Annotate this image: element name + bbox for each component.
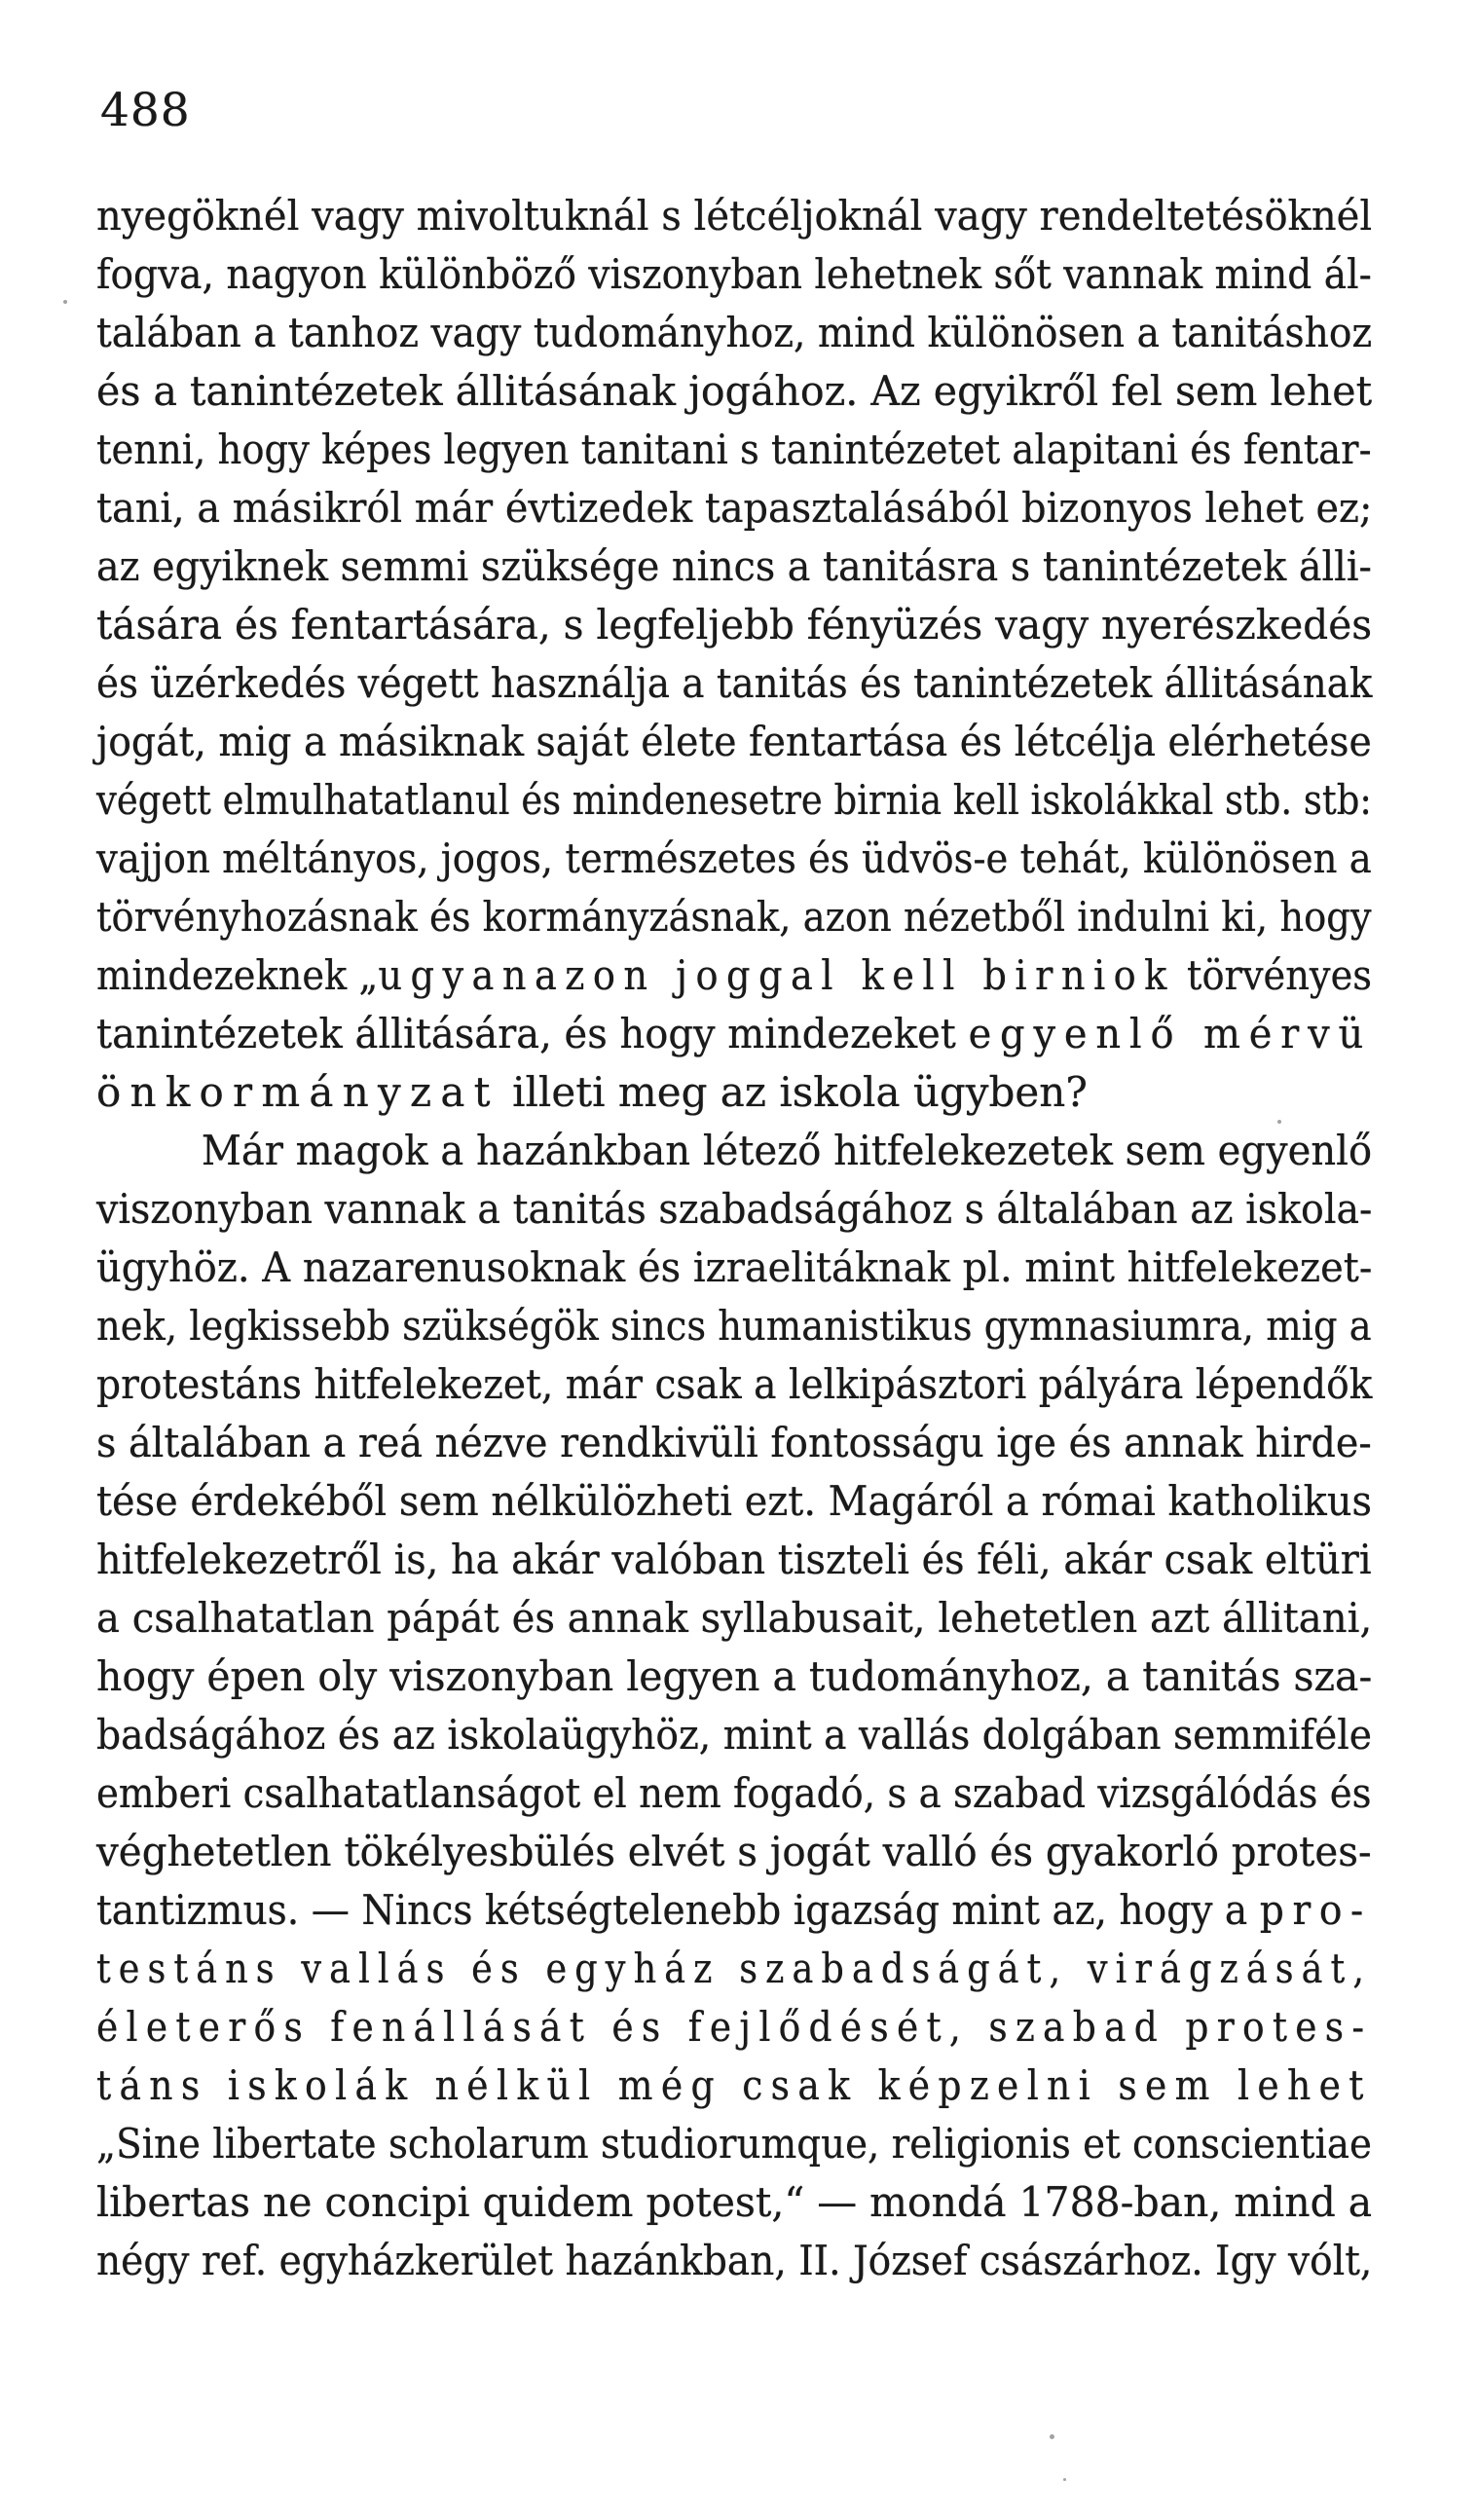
- page-number: 488: [100, 84, 191, 137]
- text-line: [96, 1472, 1372, 1531]
- body-text-block: [96, 187, 1372, 2290]
- text-line: [96, 1823, 1372, 1881]
- text-line: [96, 1940, 1372, 1998]
- text-segment: tására és fentartására, s legfeljebb fényüzés vagy nyerészkedés: [96, 601, 1373, 649]
- text-line: [96, 1998, 1372, 2057]
- text-segment: nek, legkissebb szükségök sincs humanistikus gymnasiumra, mig a: [96, 1302, 1372, 1350]
- text-line: [96, 1531, 1372, 1589]
- text-line: [96, 304, 1372, 362]
- text-segment: és üzérkedés végett használja a tanitás és tanintézetek állitásának: [96, 659, 1373, 707]
- text-segment: libertas ne concipi quidem potest,“ — mondá 1788-ban, mind a: [96, 2178, 1373, 2226]
- text-line: [96, 771, 1372, 830]
- text-line: [96, 2232, 1372, 2290]
- text-line: [96, 1122, 1372, 1180]
- text-segment: törvényes: [1174, 951, 1372, 999]
- text-line: [96, 187, 1372, 245]
- text-line: [96, 1706, 1372, 1764]
- text-line: [96, 1355, 1372, 1414]
- text-line: [96, 888, 1372, 946]
- text-line: [96, 2173, 1372, 2232]
- text-line: [96, 1005, 1372, 1063]
- ink-speck: [63, 300, 67, 304]
- text-segment: az egyiknek semmi szüksége nincs a tanitásra s tanintézetek álli-: [96, 542, 1372, 590]
- text-line: [96, 1239, 1372, 1297]
- text-segment: vajjon méltányos, jogos, természetes és üdvös-e tehát, különösen a: [96, 834, 1372, 882]
- text-segment: Már magok a hazánkban létező hitfelekezetek sem egyenlő: [201, 1127, 1373, 1174]
- text-line: [96, 421, 1372, 479]
- text-line: [96, 1414, 1372, 1472]
- text-segment: fogva, nagyon különböző viszonyban lehetnek sőt vannak mind ál-: [96, 250, 1372, 298]
- text-line: [96, 1764, 1372, 1823]
- ink-speck: [1050, 2434, 1054, 2439]
- text-segment: véghetetlen tökélyesbülés elvét s jogát valló és gyakorló protes-: [96, 1828, 1372, 1875]
- text-line: [96, 479, 1372, 537]
- text-line: [96, 537, 1372, 596]
- text-segment: tése érdekéből sem nélkülözheti ezt. Magáról a római katholikus: [96, 1477, 1372, 1525]
- text-segment: „Sine libertate scholarum studiorumque, religionis et conscientiae: [96, 2120, 1372, 2168]
- text-line: [96, 1589, 1372, 1648]
- text-segment: törvényhozásnak és kormányzásnak, azon nézetből indulni ki, hogy: [96, 893, 1372, 941]
- text-segment: hogy épen oly viszonyban legyen a tudományhoz, a tanitás sza-: [96, 1652, 1373, 1700]
- text-segment: négy ref. egyházkerület hazánkban, II. József császárhoz. Igy vólt,: [96, 2237, 1373, 2284]
- text-line: [96, 654, 1372, 713]
- text-line: [96, 946, 1372, 1005]
- letterspaced-emphasis-text: ugyanazon joggal kell birniok: [378, 951, 1175, 999]
- text-segment: és a tanintézetek állitásának jogához. Az egyikről fel sem lehet: [96, 367, 1373, 415]
- text-segment: tanintézetek állitására, és hogy mindezeket: [96, 1010, 969, 1057]
- text-segment: s általában a reá nézve rendkivüli fontosságu ige és annak hirde-: [96, 1419, 1372, 1466]
- letterspaced-emphasis-text: táns iskolák nélkül még csak képzelni sem lehet: [96, 2061, 1372, 2109]
- text-line: [96, 2057, 1372, 2115]
- text-segment: illeti meg az iskola ügyben?: [499, 1068, 1088, 1116]
- text-segment: badságához és az iskolaügyhöz, mint a vallás dolgában semmiféle: [96, 1711, 1372, 1759]
- text-line: [96, 830, 1372, 888]
- text-segment: jogát, mig a másiknak saját élete fentartása és létcélja elérhetése: [96, 718, 1372, 765]
- text-line: [96, 1063, 1088, 1122]
- text-line: [96, 1297, 1372, 1355]
- text-segment: protestáns hitfelekezet, már csak a lelkipásztori pályára lépendők: [96, 1360, 1373, 1408]
- text-line: [96, 2115, 1372, 2173]
- letterspaced-emphasis-text: testáns vallás és egyház szabadságát, virágzását,: [96, 1945, 1373, 1992]
- ink-speck: [1277, 1120, 1281, 1124]
- text-segment: talában a tanhoz vagy tudományhoz, mind különösen a tanitáshoz: [96, 309, 1373, 356]
- text-segment: végett elmulhatatlanul és mindenesetre birnia kell iskolákkal stb. stb:: [96, 776, 1372, 824]
- text-segment: tenni, hogy képes legyen tanitani s tanintézetet alapitani és fentar-: [96, 426, 1372, 473]
- text-segment: a csalhatatlan pápát és annak syllabusait, lehetetlen azt állitani,: [96, 1594, 1373, 1642]
- text-segment: tantizmus. — Nincs kétségtelenebb igazság mint az, hogy a: [96, 1886, 1260, 1934]
- letterspaced-emphasis-text: egyenlő mérvü: [968, 1010, 1373, 1057]
- text-line: [96, 362, 1372, 421]
- text-line: [96, 713, 1372, 771]
- letterspaced-emphasis-text: önkormányzat: [96, 1068, 499, 1116]
- text-segment: hitfelekezetről is, ha akár valóban tiszteli és féli, akár csak eltüri: [96, 1536, 1372, 1583]
- ink-speck: [1063, 2478, 1066, 2481]
- text-line: [96, 245, 1372, 304]
- text-segment: viszonyban vannak a tanitás szabadságához s általában az iskola-: [96, 1185, 1373, 1233]
- text-segment: emberi csalhatatlanságot el nem fogadó, s a szabad vizsgálódás és: [96, 1769, 1372, 1817]
- text-line: [96, 1180, 1372, 1239]
- text-line: [96, 1881, 1372, 1940]
- text-line: [96, 596, 1372, 654]
- text-segment: tani, a másikról már évtizedek tapasztalásából bizonyos lehet ez;: [96, 484, 1373, 532]
- text-segment: nyegöknél vagy mivoltuknál s létcéljoknál vagy rendeltetésöknél: [96, 192, 1373, 240]
- text-segment: mindezeknek „: [96, 951, 379, 999]
- text-line: [96, 1648, 1372, 1706]
- letterspaced-emphasis-text: életerős fenállását és fejlődését, szabad protes-: [96, 2003, 1373, 2051]
- letterspaced-emphasis-text: pro-: [1259, 1886, 1372, 1934]
- text-segment: ügyhöz. A nazarenusoknak és izraelitáknak pl. mint hitfelekezet-: [96, 1243, 1373, 1291]
